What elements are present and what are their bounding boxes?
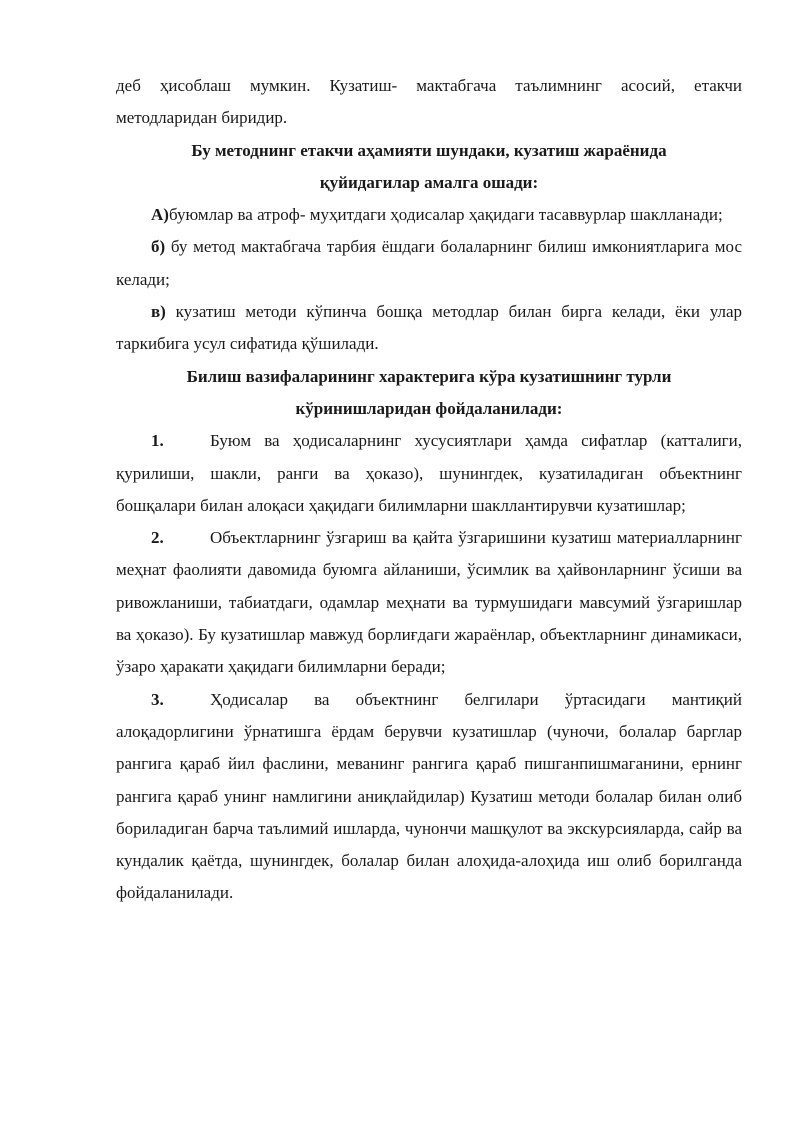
heading-1-line-1: Бу методнинг етакчи аҳамияти шундаки, кузатиш жараёнида <box>191 140 667 160</box>
list-item-text: бу метод мактабгача тарбия ёшдаги болаларнинг билиш имкониятларига мос келади; <box>116 237 742 289</box>
heading-2-line-2: кўринишларидан фойдаланилади: <box>295 398 563 418</box>
list-item-text: кузатиш методи кўпинча бошқа методлар билан бирга келади, ёки улар таркибига усул сифатида қўшилади. <box>116 302 742 354</box>
numbered-item-text: Ҳодисалар ва объектнинг белгилари ўртасидаги мантиқий алоқадорлигини ўрнатишга ёрдам берувчи кузатишлар (чуночи, болалар барглар рангига қараб йил фаслини, меванинг рангига қараб пишганпишмаганини, ернинг рангига қараб унинг намлигини аниқлайдилар) Кузатиш методи болалар билан олиб бориладиган барча таълимий ишларда, чунончи машқулот ва экскурсияларда, сайр ва кундалик қаётда, шунингдек, болалар билан алоҳида-алоҳида иш олиб борилганда фойдаланилади. <box>116 689 742 903</box>
list-marker: в) <box>151 302 166 322</box>
numbered-item-1 <box>116 425 742 522</box>
document-page <box>116 70 742 910</box>
list-item-b <box>116 231 742 296</box>
list-marker: А) <box>151 205 169 225</box>
section-heading-1 <box>116 135 742 200</box>
list-item-a <box>116 199 742 231</box>
numbered-item-3 <box>116 684 742 910</box>
item-number: 1. <box>151 431 164 451</box>
list-item-c <box>116 296 742 361</box>
numbered-item-2 <box>116 522 742 683</box>
item-number: 2. <box>151 528 164 548</box>
heading-1-line-2: қуйидагилар амалга ошади: <box>319 172 539 192</box>
numbered-item-text: Буюм ва ҳодисаларнинг хусусиятлари ҳамда сифатлар (катталиги, қурилиши, шакли, ранги ва ҳоказо), шунингдек, кузатиладиган объектнинг бошқалари билан алоқаси ҳақидаги билимларни шакллантирувчи кузатишлар; <box>116 431 742 515</box>
item-number: 3. <box>151 689 164 709</box>
numbered-item-text: Объектларнинг ўзгариш ва қайта ўзгаришини кузатиш материалларнинг меҳнат фаолияти давомида буюмга айланиши, ўсимлик ва ҳайвонларнинг ўсиши ва ривожланиши, табиатдаги, одамлар меҳнати ва турмушидаги мавсумий ўзгаришлар ва ҳоказо). Бу кузатишлар мавжуд борлиғдаги жараёнлар, объектларнинг динамикаси, ўзаро ҳаракати ҳақидаги билимларни беради; <box>116 528 742 677</box>
heading-2-line-1: Билиш вазифаларининг характерига кўра кузатишнинг турли <box>186 366 672 386</box>
section-heading-2 <box>116 361 742 426</box>
list-marker: б) <box>151 237 166 257</box>
intro-paragraph: деб ҳисоблаш мумкин. Кузатиш- мактабгача таълимнинг асосий, етакчи методларидан биридир. <box>116 76 742 128</box>
list-item-text: буюмлар ва атроф- муҳитдаги ҳодисалар ҳақидаги тасаввурлар шаклланади; <box>168 205 723 225</box>
